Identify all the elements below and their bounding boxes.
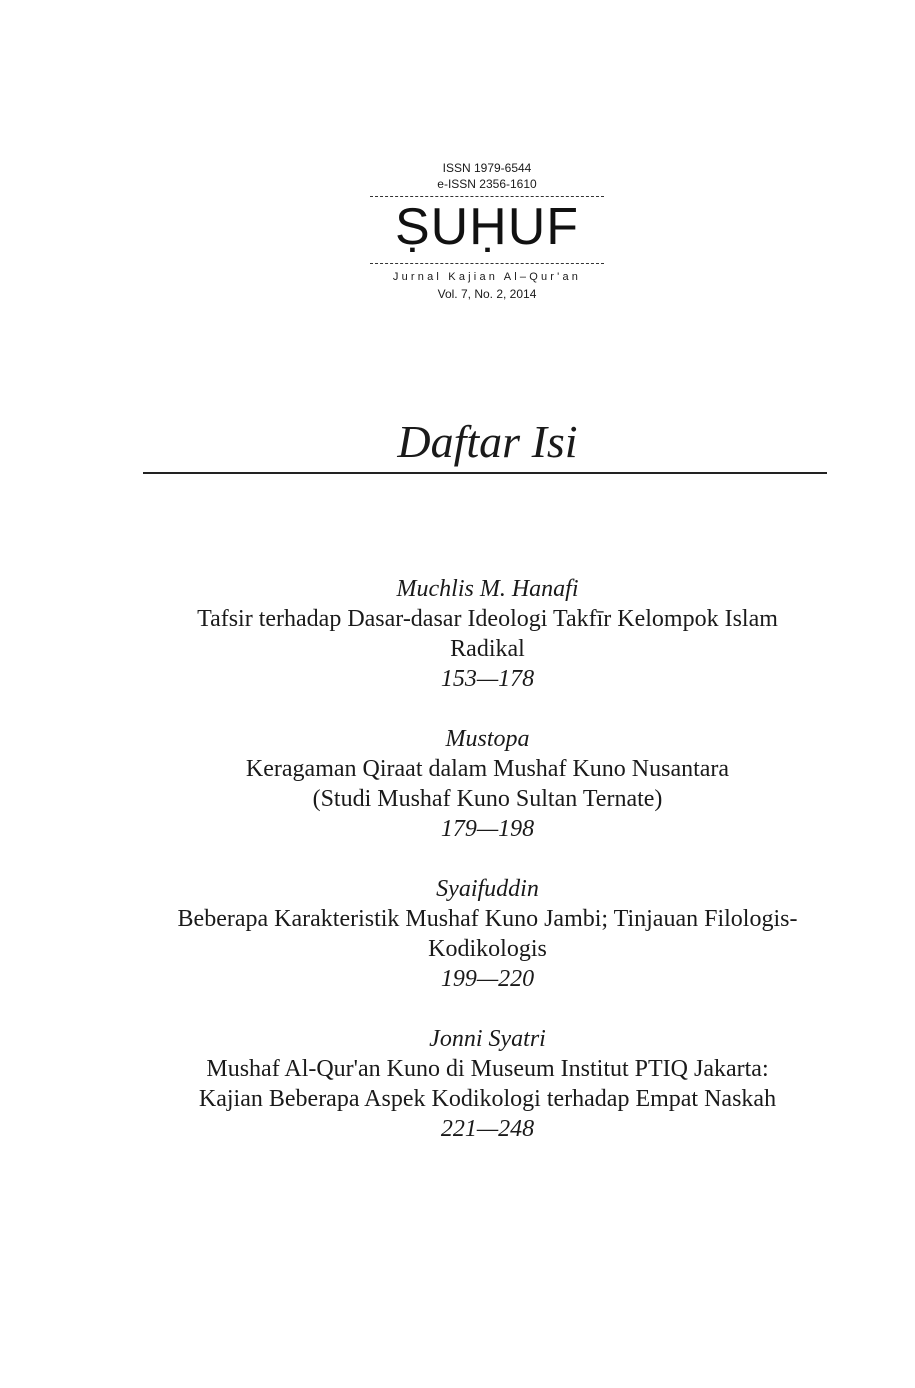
entry-pages: 199—220 xyxy=(440,966,535,992)
entry-author: Syaifuddin xyxy=(436,876,539,902)
entry-author: Jonni Syatri xyxy=(429,1026,546,1052)
entry-author: Muchlis M. Hanafi xyxy=(396,576,579,602)
entry-title-line: (Studi Mushaf Kuno Sultan Ternate) xyxy=(312,786,663,812)
toc-entry xyxy=(140,574,835,694)
entry-title-line: Radikal xyxy=(450,636,525,662)
journal-logo: ṢUḤUF xyxy=(394,198,580,256)
page-title: Daftar Isi xyxy=(397,416,578,467)
toc-entry xyxy=(140,874,835,994)
entry-pages: 153—178 xyxy=(440,666,535,692)
entry-pages: 179—198 xyxy=(440,816,535,842)
journal-masthead xyxy=(368,160,606,302)
issn: ISSN 1979-6544 xyxy=(442,161,532,175)
entry-title-line: Kodikologis xyxy=(428,936,547,962)
entry-title-line: Kajian Beberapa Aspek Kodikologi terhadap Empat Naskah xyxy=(198,1086,777,1112)
volume-info: Vol. 7, No. 2, 2014 xyxy=(437,287,537,301)
title-rule xyxy=(143,472,827,474)
entry-title-line: Tafsir terhadap Dasar-dasar Ideologi Takfīr Kelompok Islam xyxy=(197,606,778,632)
entry-pages: 221—248 xyxy=(440,1116,535,1142)
toc-entry xyxy=(140,724,835,844)
journal-tagline: Jurnal Kajian Al–Qur'an xyxy=(392,271,582,283)
toc-entries xyxy=(140,574,835,1174)
entry-title-line: Beberapa Karakteristik Mushaf Kuno Jambi; Tinjauan Filologis- xyxy=(177,906,798,932)
toc-entry xyxy=(140,1024,835,1144)
entry-title-line: Keragaman Qiraat dalam Mushaf Kuno Nusantara xyxy=(245,756,730,782)
e-issn: e-ISSN 2356-1610 xyxy=(437,177,537,191)
entry-title-line: Mushaf Al-Qur'an Kuno di Museum Institut PTIQ Jakarta: xyxy=(206,1056,769,1082)
masthead-divider-bottom xyxy=(370,263,604,264)
entry-author: Mustopa xyxy=(445,726,530,752)
